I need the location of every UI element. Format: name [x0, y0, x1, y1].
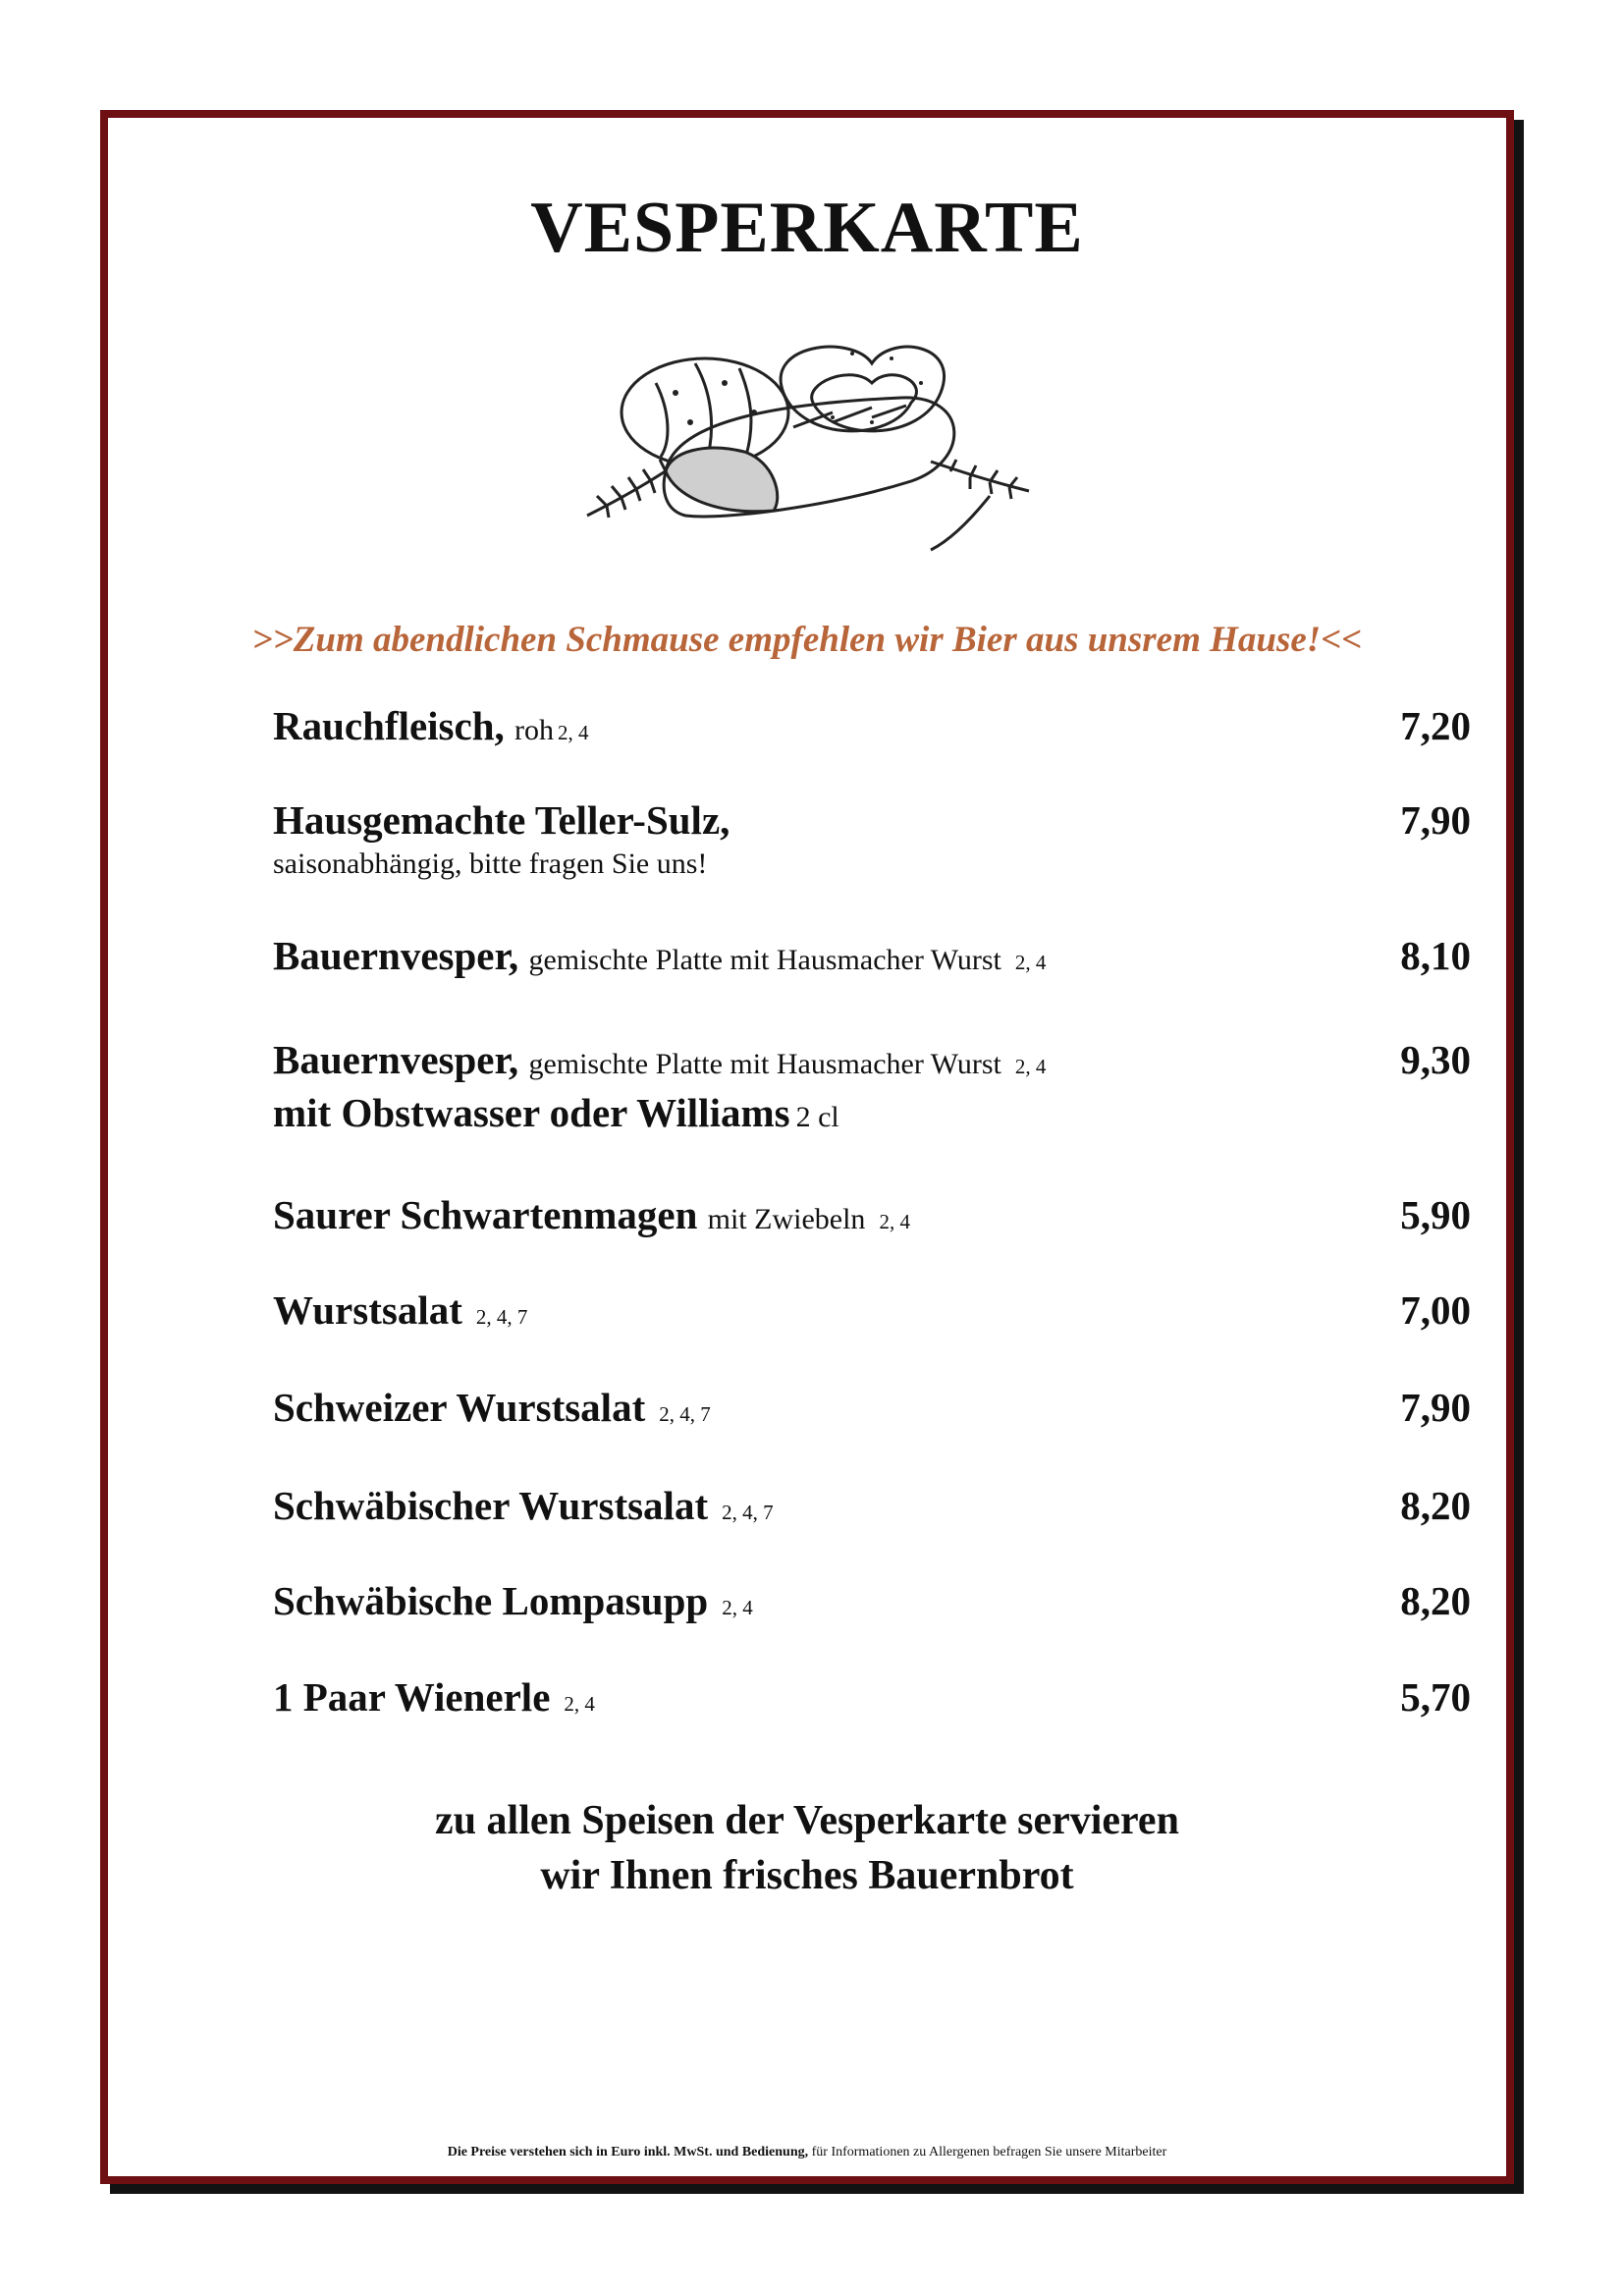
- item-allergens: 2, 4: [1014, 1055, 1047, 1078]
- item-line2-size: 2 cl: [795, 1101, 839, 1133]
- item-sub: saisonabhängig, bitte fragen Sie uns!: [273, 847, 708, 880]
- item-price: 8,20: [1400, 1483, 1471, 1528]
- item-price: 8,10: [1400, 933, 1471, 978]
- item-allergens: 2, 4: [564, 1692, 595, 1716]
- item-price: 9,30: [1400, 1037, 1471, 1082]
- item-price: 5,90: [1400, 1192, 1471, 1237]
- item-name: Rauchfleisch,: [273, 703, 505, 748]
- menu-item: [273, 1036, 1471, 1191]
- menu-item: [273, 796, 1471, 932]
- footer-note: [108, 2145, 1506, 2160]
- item-desc: gemischte Platte mit Hausmacher Wurst: [528, 944, 1001, 976]
- closing-note: [108, 1793, 1506, 1903]
- item-price: 8,20: [1400, 1578, 1471, 1623]
- tagline: >>Zum abendlichen Schmause empfehlen wir Bier aus unsrem Hause!<<: [251, 620, 1363, 660]
- item-name: Schwäbischer Wurstsalat: [273, 1483, 709, 1528]
- item-name: Hausgemachte Teller-Sulz,: [273, 797, 730, 843]
- footer-bold: Die Preise verstehen sich in Euro inkl. MwSt. und Bedienung,: [447, 2145, 809, 2159]
- item-allergens: 2, 4: [722, 1596, 753, 1619]
- item-allergens: 2, 4, 7: [659, 1402, 711, 1426]
- footer-normal: für Informationen zu Allergenen befragen Sie unsere Mitarbeiter: [811, 2145, 1167, 2159]
- item-price: 7,00: [1400, 1287, 1471, 1333]
- menu-item: [273, 1577, 1471, 1673]
- menu-item: [273, 1482, 1471, 1577]
- item-allergens: 2, 4, 7: [475, 1305, 528, 1329]
- menu-items: [273, 702, 1471, 1752]
- menu-item: [273, 702, 1471, 796]
- closing-line: zu allen Speisen der Vesperkarte servieren: [435, 1798, 1179, 1843]
- item-name: Schwäbische Lompasupp: [273, 1578, 709, 1623]
- item-desc: mit Zwiebeln: [707, 1203, 866, 1235]
- item-name: Bauernvesper,: [273, 1037, 519, 1082]
- menu-item: [273, 1673, 1471, 1752]
- menu-item: [273, 1286, 1471, 1384]
- item-desc: gemischte Platte mit Hausmacher Wurst: [528, 1048, 1001, 1080]
- closing-line: wir Ihnen frisches Bauernbrot: [540, 1853, 1074, 1898]
- item-allergens: 2, 4: [1014, 951, 1047, 974]
- item-allergens: 2, 4: [879, 1210, 910, 1233]
- item-name: 1 Paar Wienerle: [273, 1674, 551, 1720]
- menu-card: [100, 110, 1514, 2184]
- item-price: 7,90: [1400, 797, 1471, 843]
- item-line2: mit Obstwasser oder Williams: [273, 1090, 790, 1135]
- menu-item: [273, 1191, 1471, 1286]
- item-name: Schweizer Wurstsalat: [273, 1385, 646, 1430]
- item-name: Bauernvesper,: [273, 933, 519, 978]
- item-name: Saurer Schwartenmagen: [273, 1192, 698, 1237]
- menu-item: [273, 932, 1471, 1036]
- item-allergens: 2, 4: [558, 721, 589, 744]
- menu-title: VESPERKARTE: [530, 188, 1084, 268]
- item-price: 5,70: [1400, 1674, 1471, 1720]
- item-allergens: 2, 4, 7: [722, 1501, 774, 1524]
- item-price: 7,90: [1400, 1385, 1471, 1430]
- item-name: Wurstsalat: [273, 1287, 462, 1333]
- item-desc: roh: [514, 714, 554, 746]
- bread-pretzel-illustration: [577, 324, 1039, 560]
- menu-item: [273, 1384, 1471, 1482]
- item-price: 7,20: [1400, 703, 1471, 748]
